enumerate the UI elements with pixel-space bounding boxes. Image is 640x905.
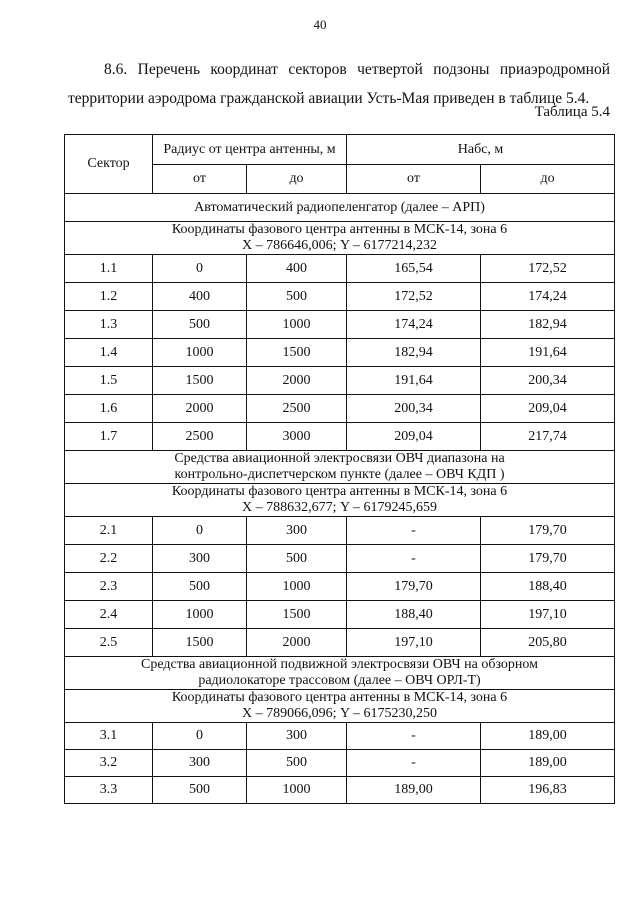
cell: 1500 — [153, 629, 247, 657]
header-habs: Набс, м — [347, 135, 615, 165]
cell: 196,83 — [481, 777, 615, 804]
section-arp — [65, 194, 615, 451]
section-title-line: Автоматический радиопеленгатор (далее – АРП) — [194, 199, 485, 215]
table-row — [65, 777, 615, 804]
coords-line: Х – 788632,677; Y – 6179245,659 — [241, 500, 438, 515]
cell: 500 — [247, 545, 347, 573]
section-title-line: радиолокаторе трассовом (далее – ОВЧ ОРЛ-Т) — [198, 673, 481, 688]
cell: 165,54 — [347, 255, 481, 283]
section-ovch-kdp — [65, 451, 615, 657]
cell: 182,94 — [481, 311, 615, 339]
section-title-line: Средства авиационной электросвязи ОВЧ диапазона на — [174, 451, 505, 466]
cell: 1000 — [247, 777, 347, 804]
cell: 205,80 — [481, 629, 615, 657]
cell: 0 — [153, 517, 247, 545]
cell: 182,94 — [347, 339, 481, 367]
cell: 2500 — [153, 423, 247, 451]
cell: - — [347, 517, 481, 545]
table-row — [65, 311, 615, 339]
table-row — [65, 629, 615, 657]
cell: 172,52 — [481, 255, 615, 283]
sectors-table — [64, 134, 615, 804]
header-sector: Сектор — [65, 135, 153, 194]
cell: 500 — [247, 750, 347, 777]
section-title-line: контрольно-диспетчерском пункте (далее – ОВЧ КДП ) — [174, 467, 505, 482]
cell: 2000 — [247, 367, 347, 395]
cell: 2.3 — [65, 573, 153, 601]
cell: - — [347, 723, 481, 750]
cell: 1.6 — [65, 395, 153, 423]
cell: 1.5 — [65, 367, 153, 395]
intro-paragraph — [68, 55, 610, 113]
cell: 2500 — [247, 395, 347, 423]
cell: - — [347, 545, 481, 573]
cell: 200,34 — [481, 367, 615, 395]
table-row — [65, 601, 615, 629]
cell: 2.2 — [65, 545, 153, 573]
cell: 500 — [153, 311, 247, 339]
cell: 188,40 — [347, 601, 481, 629]
cell: 1000 — [247, 311, 347, 339]
table-row — [65, 573, 615, 601]
cell: 191,64 — [481, 339, 615, 367]
table-row — [65, 367, 615, 395]
cell: 1.4 — [65, 339, 153, 367]
cell: 197,10 — [481, 601, 615, 629]
cell: 189,00 — [481, 723, 615, 750]
table-row — [65, 750, 615, 777]
cell: 2000 — [153, 395, 247, 423]
coords-line: Координаты фазового центра антенны в МСК-14, зона 6 — [171, 690, 508, 705]
section-ovch-orl-t — [65, 657, 615, 804]
intro-line-2: территории аэродрома гражданской авиации Усть-Мая приведен в таблице 5.4. — [68, 90, 590, 107]
cell: 209,04 — [347, 423, 481, 451]
cell: 197,10 — [347, 629, 481, 657]
cell: 3.1 — [65, 723, 153, 750]
cell: 400 — [247, 255, 347, 283]
cell: 300 — [153, 750, 247, 777]
header-radius-from: от — [153, 165, 247, 194]
cell: 172,52 — [347, 283, 481, 311]
cell: 209,04 — [481, 395, 615, 423]
cell: 500 — [247, 283, 347, 311]
header-habs-from: от — [347, 165, 481, 194]
cell: 188,40 — [481, 573, 615, 601]
cell: 0 — [153, 255, 247, 283]
cell: 174,24 — [347, 311, 481, 339]
cell: 1.3 — [65, 311, 153, 339]
header-habs-to: до — [481, 165, 615, 194]
cell: 2.5 — [65, 629, 153, 657]
table-row — [65, 517, 615, 545]
cell: 200,34 — [347, 395, 481, 423]
antenna-coordinates — [65, 690, 615, 723]
antenna-coordinates — [65, 484, 615, 517]
header-radius-to: до — [247, 165, 347, 194]
table-row — [65, 423, 615, 451]
cell: 1500 — [247, 601, 347, 629]
cell: 1500 — [247, 339, 347, 367]
cell: 1.1 — [65, 255, 153, 283]
cell: 1000 — [153, 601, 247, 629]
intro-line-1: 8.6. Перечень координат секторов четвертой подзоны приаэродромной — [104, 61, 610, 78]
cell: 1500 — [153, 367, 247, 395]
cell: 0 — [153, 723, 247, 750]
cell: 400 — [153, 283, 247, 311]
cell: 189,00 — [347, 777, 481, 804]
cell: 2.4 — [65, 601, 153, 629]
cell: 174,24 — [481, 283, 615, 311]
cell: 179,70 — [347, 573, 481, 601]
cell: 3.3 — [65, 777, 153, 804]
section-title — [65, 451, 615, 484]
section-title — [65, 657, 615, 690]
coords-line: Х – 786646,006; Y – 6177214,232 — [241, 238, 438, 253]
table-caption: Таблица 5.4 — [534, 104, 610, 120]
cell: 300 — [153, 545, 247, 573]
cell: 3.2 — [65, 750, 153, 777]
table-row — [65, 545, 615, 573]
cell: 2000 — [247, 629, 347, 657]
cell: 300 — [247, 723, 347, 750]
cell: 300 — [247, 517, 347, 545]
page-number: 40 — [313, 17, 327, 32]
cell: 191,64 — [347, 367, 481, 395]
cell: 3000 — [247, 423, 347, 451]
cell: 2.1 — [65, 517, 153, 545]
table-row — [65, 339, 615, 367]
cell: 179,70 — [481, 517, 615, 545]
section-title-line: Средства авиационной подвижной электросвязи ОВЧ на обзорном — [141, 657, 538, 672]
coords-line: Х – 789066,096; Y – 6175230,250 — [241, 706, 438, 721]
header-radius: Радиус от центра антенны, м — [153, 135, 347, 165]
cell: 1000 — [247, 573, 347, 601]
coords-line: Координаты фазового центра антенны в МСК-14, зона 6 — [171, 222, 508, 237]
cell: 1000 — [153, 339, 247, 367]
table-row — [65, 395, 615, 423]
table-row — [65, 255, 615, 283]
table-row — [65, 723, 615, 750]
table-row — [65, 283, 615, 311]
cell: - — [347, 750, 481, 777]
coords-line: Координаты фазового центра антенны в МСК-14, зона 6 — [171, 484, 508, 499]
cell: 1.2 — [65, 283, 153, 311]
cell: 500 — [153, 573, 247, 601]
antenna-coordinates — [65, 222, 615, 255]
section-title — [65, 194, 615, 222]
cell: 1.7 — [65, 423, 153, 451]
cell: 500 — [153, 777, 247, 804]
cell: 217,74 — [481, 423, 615, 451]
cell: 189,00 — [481, 750, 615, 777]
cell: 179,70 — [481, 545, 615, 573]
